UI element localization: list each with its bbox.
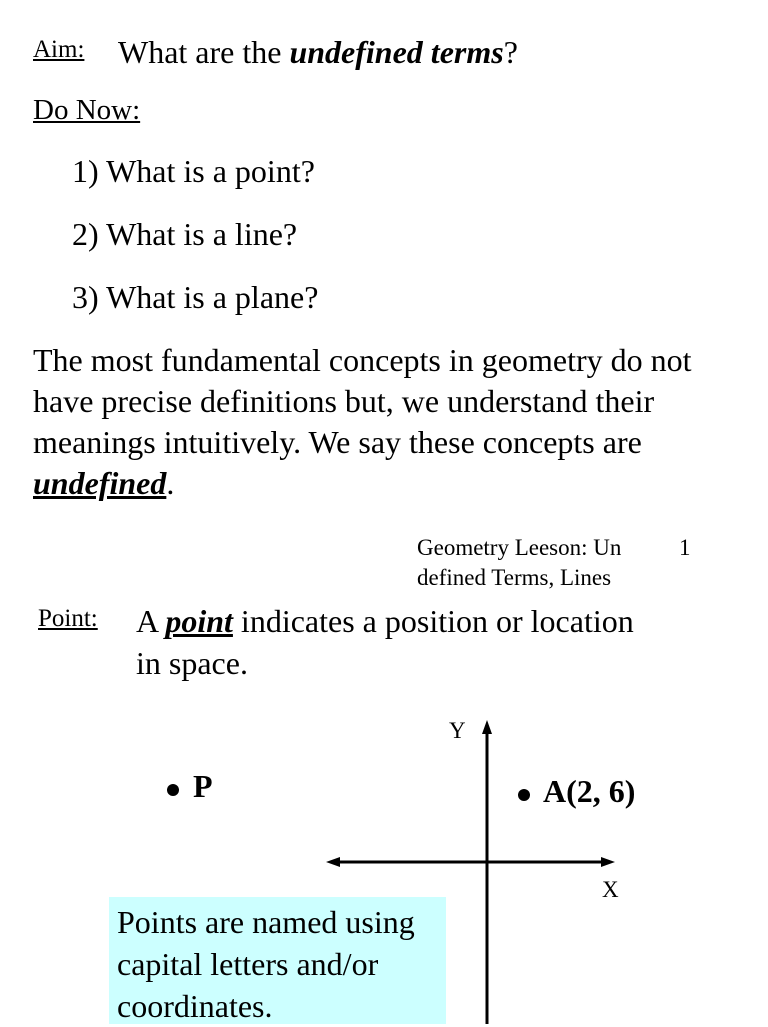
question-2: 2) What is a line? <box>72 216 298 252</box>
x-axis-right-arrow <box>601 857 615 867</box>
point-definition-line2: in space. <box>136 645 248 681</box>
naming-note-box <box>109 897 446 1024</box>
x-axis-left-arrow <box>326 857 340 867</box>
paragraph-end: . <box>166 465 175 501</box>
aim-text-emphasis: undefined terms <box>289 34 504 70</box>
y-axis-label: Y <box>449 718 466 743</box>
point-a-label: A(2, 6) <box>543 773 636 809</box>
aim-text-post: ? <box>503 34 518 70</box>
point-label: Point: <box>38 605 98 632</box>
y-axis-arrow <box>482 720 492 734</box>
point-p-dot <box>167 784 179 796</box>
point-def-pre: A <box>136 603 166 639</box>
do-now-label: Do Now: <box>33 94 141 126</box>
question-3: 3) What is a plane? <box>72 279 319 315</box>
point-a-dot <box>518 789 530 801</box>
question-1: 1) What is a point? <box>72 153 315 189</box>
x-axis-label: X <box>602 877 619 902</box>
footer-page-number: 1 <box>679 535 691 560</box>
point-p-label: P <box>193 768 213 804</box>
footer-title-continued: defined Terms, Lines <box>417 565 612 590</box>
point-def-post: indicates a position or location <box>232 603 634 639</box>
footer-title: Geometry Leeson: Un <box>417 535 622 560</box>
paragraph-text: The most fundamental concepts in geometry do not have precise definitions but, we understand their meanings intuitively. We say these concepts are <box>33 342 692 460</box>
undefined-emphasis: undefined <box>33 465 167 501</box>
point-emphasis: point <box>165 603 233 639</box>
aim-text-pre: What are the <box>118 34 290 70</box>
aim-label: Aim: <box>33 36 85 63</box>
naming-note-text: Points are named using capital letters and/or coordinates. <box>117 904 415 1024</box>
